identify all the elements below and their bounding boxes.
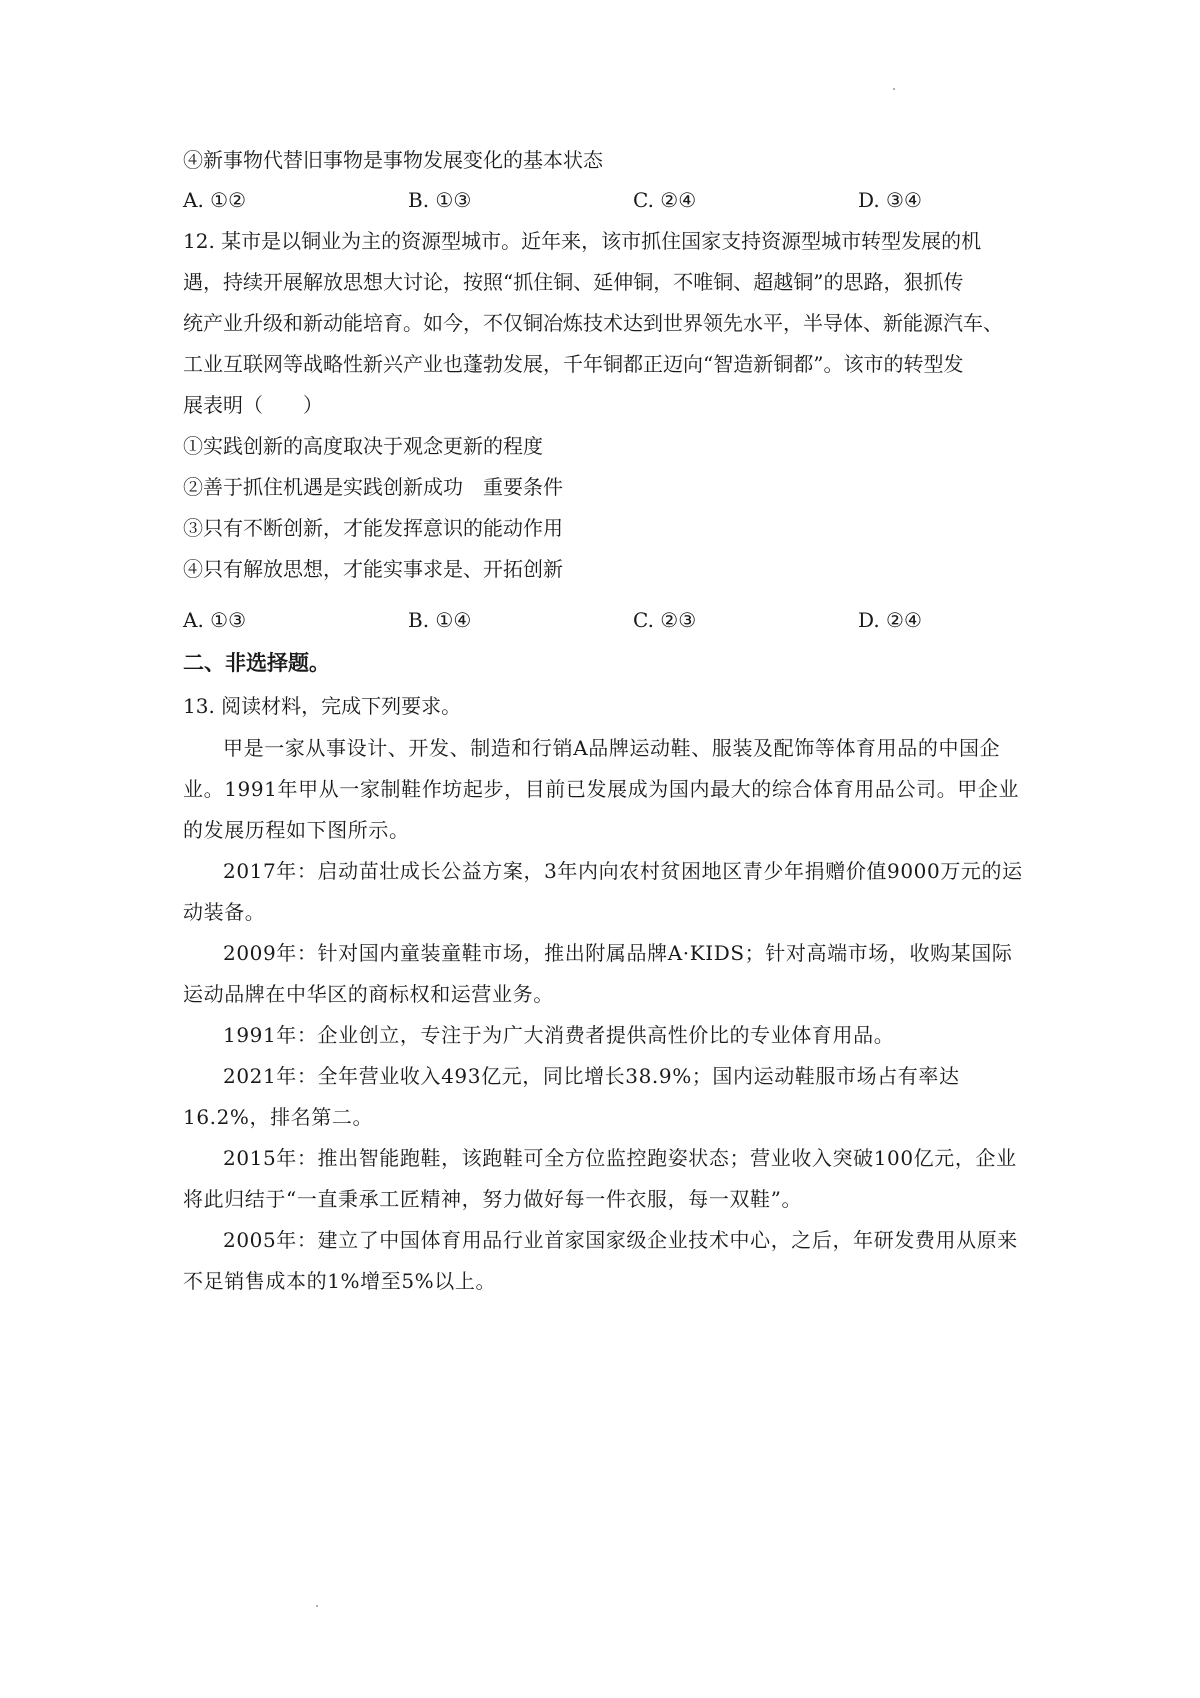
q11-choice-c: C. ②④ bbox=[633, 188, 697, 212]
q12-stem-line: 工业互联网等战略性新兴产业也蓬勃发展，千年铜都正迈向“智造新铜都”。该市的转型发 bbox=[183, 352, 964, 376]
q12-choice-b: B. ①④ bbox=[408, 608, 472, 632]
material-paragraph: 2005年：建立了中国体育用品行业首家国家级企业技术中心，之后，年研发费用从原来不足销售成本的1%增至5%以上。 bbox=[183, 1228, 1018, 1293]
q11-choice-a: A. ①② bbox=[183, 188, 247, 212]
q12-stem bbox=[183, 221, 1025, 590]
q11-choice-b: B. ①③ bbox=[408, 188, 472, 212]
q12-choice-a: A. ①③ bbox=[183, 608, 247, 632]
material-paragraph: 1991年：企业创立，专注于为广大消费者提供高性价比的专业体育用品。 bbox=[223, 1023, 895, 1047]
q12-option-4: ④只有解放思想，才能实事求是、开拓创新 bbox=[183, 557, 563, 581]
section-title: 二、非选择题。 bbox=[183, 651, 330, 675]
material-paragraph: 2015年：推出智能跑鞋，该跑鞋可全方位监控跑姿状态；营业收入突破100亿元，企业将此归结于“一直秉承工匠精神，努力做好每一件衣服，每一双鞋”。 bbox=[183, 1146, 1017, 1211]
material-paragraph: 2017年：启动苗壮成长公益方案，3年内向农村贫困地区青少年捐赠价值9000万元的运动装备。 bbox=[183, 859, 1023, 924]
q13-material bbox=[183, 728, 1025, 1302]
q12-option-3: ③只有不断创新，才能发挥意识的能动作用 bbox=[183, 516, 563, 540]
q12-choice-d: D. ②④ bbox=[858, 608, 922, 632]
q12-stem-line: 遇，持续开展解放思想大讨论，按照“抓住铜、延伸铜，不唯铜、超越铜”的思路，狠抓传 bbox=[183, 270, 964, 294]
q12-option-1: ①实践创新的高度取决于观念更新的程度 bbox=[183, 434, 543, 458]
scan-speck bbox=[316, 1605, 318, 1607]
q12-choices bbox=[183, 600, 1083, 641]
q12-stem-line: 统产业升级和新动能培育。如今，不仅铜冶炼技术达到世界领先水平，半导体、新能源汽车、 bbox=[183, 311, 1003, 335]
q11-choice-d: D. ③④ bbox=[858, 188, 922, 212]
scan-speck bbox=[893, 88, 895, 90]
q11-choices bbox=[183, 180, 1083, 221]
material-paragraph: 甲是一家从事设计、开发、制造和行销A品牌运动鞋、服装及配饰等体育用品的中国企业。1991年甲从一家制鞋作坊起步，目前已发展成为国内最大的综合体育用品公司。甲企业的发展历程如下图所示。 bbox=[183, 736, 1020, 842]
q13-stem: 13. 阅读材料，完成下列要求。 bbox=[183, 694, 462, 718]
material-paragraph: 2021年：全年营业收入493亿元，同比增长38.9%；国内运动鞋服市场占有率达16.2%，排名第二。 bbox=[183, 1064, 960, 1129]
q12-stem-line: 展表明（ ） bbox=[183, 393, 323, 417]
material-paragraph: 2009年：针对国内童装童鞋市场，推出附属品牌A·KIDS；针对高端市场，收购某国际运动品牌在中华区的商标权和运营业务。 bbox=[183, 941, 1013, 1006]
q12-choice-c: C. ②③ bbox=[633, 608, 697, 632]
q12-option-2: ②善于抓住机遇是实践创新成功 重要条件 bbox=[183, 475, 563, 499]
q11-option-4: ④新事物代替旧事物是事物发展变化的基本状态 bbox=[183, 148, 603, 172]
q12-stem-line: 12. 某市是以铜业为主的资源型城市。近年来，该市抓住国家支持资源型城市转型发展的机 bbox=[183, 229, 982, 253]
